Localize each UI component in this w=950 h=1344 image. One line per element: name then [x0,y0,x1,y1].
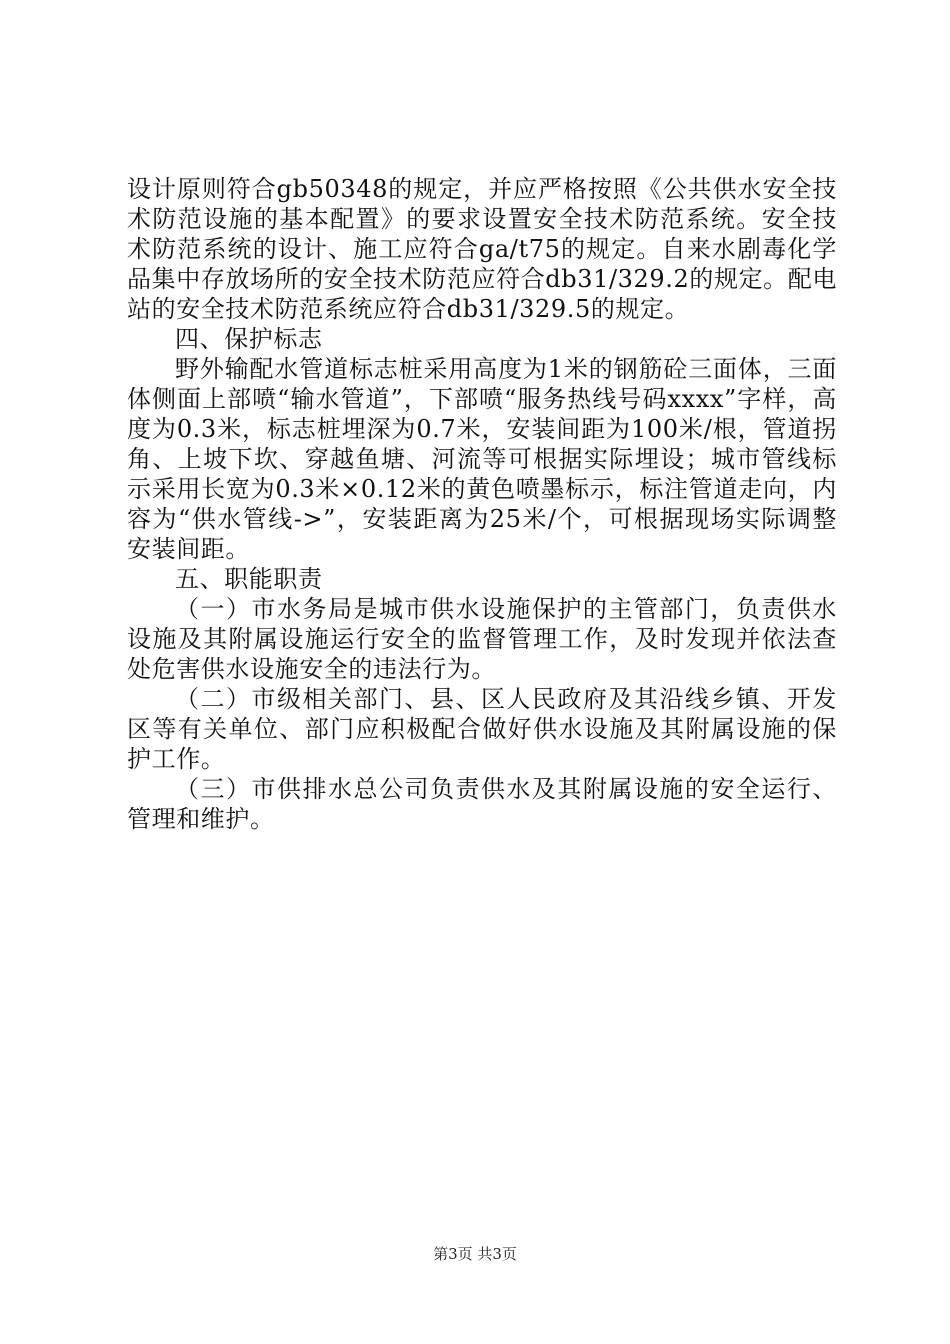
paragraph-protection-signs: 野外输配水管道标志桩采用高度为1米的钢筋砼三面体，三面体侧面上部喷“输水管道”，下部喷“服务热线号码xxxx”字样，高度为0.3米，标志桩埋深为0.7米，安装间距为100米/根，管道拐角、上坡下坎、穿越鱼塘、河流等可根据实际埋设；城市管线标示采用长宽为0.3米×0.12米的黄色喷墨标示，标注管道走向，内容为“供水管线->”，安装距离为25米/个，可根据现场实际调整安装间距。 [127,355,837,563]
paragraph-duty-1: （一）市水务局是城市供水设施保护的主管部门，负责供水设施及其附属设施运行安全的监督管理工作，及时发现并依法查处危害供水设施安全的违法行为。 [127,595,837,683]
paragraph-duty-3: （三）市供排水总公司负责供水及其附属设施的安全运行、管理和维护。 [127,775,837,833]
document-body [127,174,837,834]
page-footer [0,1244,950,1264]
paragraph-duty-2: （二）市级相关部门、县、区人民政府及其沿线乡镇、开发区等有关单位、部门应积极配合做好供水设施及其附属设施的保护工作。 [127,685,837,773]
section-heading-duties: 五、职能职责 [175,565,323,593]
paragraph-security-design: 设计原则符合gb50348的规定，并应严格按照《公共供水安全技术防范设施的基本配置》的要求设置安全技术防范系统。安全技术防范系统的设计、施工应符合ga/t75的规定。自来水剧毒化学品集中存放场所的安全技术防范应符合db31/329.2的规定。配电站的安全技术防范系统应符合db31/329.5的规定。 [127,175,837,323]
page-number: 第3页 共3页 [433,1245,517,1263]
section-heading-protection-signs: 四、保护标志 [175,325,323,353]
